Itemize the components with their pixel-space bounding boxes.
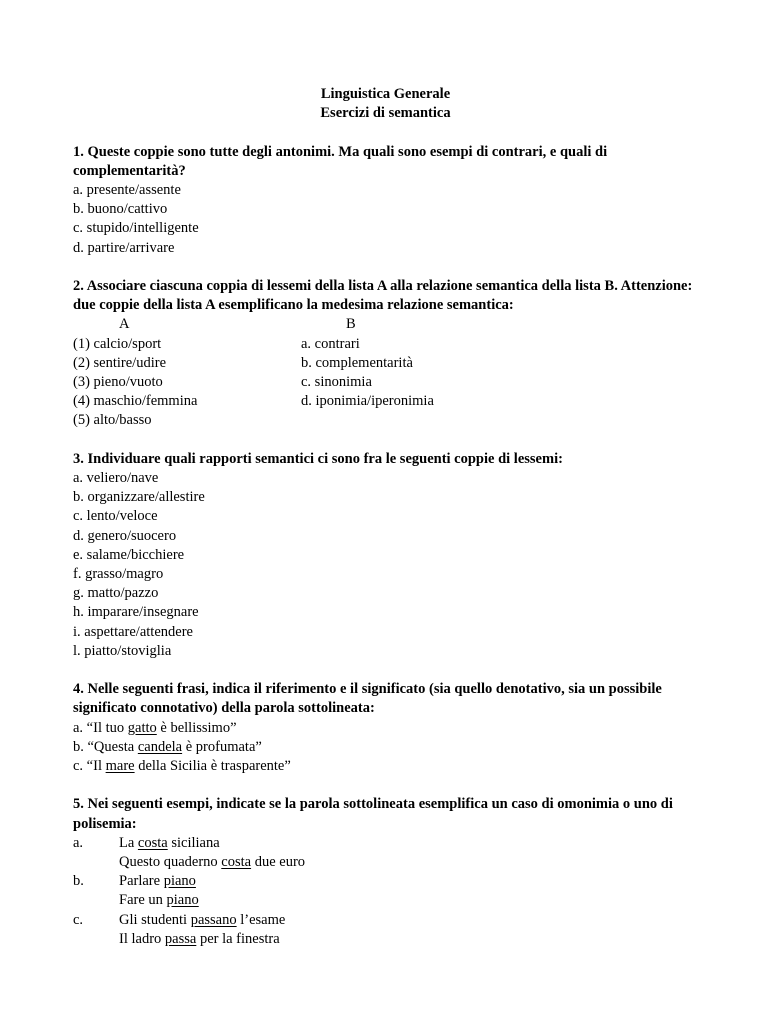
exercise-5-item: c. Gli studenti passano l’esame — [73, 911, 698, 930]
list-a-item: (5) alto/basso — [73, 412, 152, 429]
list-b-header: B — [346, 316, 356, 333]
list-a-item: (4) maschio/femmina — [73, 393, 198, 410]
list-row — [73, 392, 698, 411]
underlined-word: piano — [163, 873, 196, 890]
list-a-item: (3) pieno/vuoto — [73, 373, 163, 390]
exercise-4-item: c. “Il mare della Sicilia è trasparente” — [73, 757, 291, 774]
exercise-5-question: 5. Nei seguenti esempi, indicate se la parola sottolineata esemplifica un caso di omonimia o uno di polisemia: — [73, 796, 673, 832]
list-b-item: b. complementarità — [301, 354, 413, 371]
list-a-header: A — [119, 316, 130, 333]
exercise-3-item: d. genero/suocero — [73, 527, 177, 544]
exercise-5-item: b. Parlare piano — [73, 872, 698, 891]
list-a-item: (2) sentire/udire — [73, 354, 167, 371]
document-subtitle: Esercizi di semantica — [320, 105, 451, 122]
list-a-item: (1) calcio/sport — [73, 335, 162, 352]
exercise-1-question: 1. Queste coppie sono tutte degli antonimi. Ma quali sono esempi di contrari, e quali di complementarità? — [73, 143, 608, 179]
item-label: c. — [73, 911, 84, 928]
exercise-3-item: i. aspettare/attendere — [73, 623, 193, 640]
exercise-4-item: a. “Il tuo gatto è bellissimo” — [73, 719, 237, 736]
list-b-item: a. contrari — [301, 335, 360, 352]
exercise-5-item-line: Fare un piano — [119, 892, 199, 909]
item-label: a. — [73, 834, 84, 851]
document-title: Linguistica Generale — [320, 86, 451, 102]
exercise-3-item: g. matto/pazzo — [73, 585, 159, 602]
list-row — [73, 335, 698, 354]
underlined-word: piano — [166, 892, 199, 909]
underlined-word: costa — [137, 834, 168, 851]
exercise-3-item: l. piatto/stoviglia — [73, 642, 172, 659]
list-row — [73, 354, 698, 373]
list-b-item: d. iponimia/iperonimia — [301, 393, 434, 410]
exercise-3-item: f. grasso/magro — [73, 565, 164, 582]
exercise-1-item: c. stupido/intelligente — [73, 220, 199, 237]
exercise-4-question: 4. Nelle seguenti frasi, indica il riferimento e il significato (sia quello denotativo, sia un possibile significato connotativo) della parola sottolineata: — [73, 681, 662, 717]
exercise-3-item: a. veliero/nave — [73, 469, 159, 486]
exercise-1-item: a. presente/assente — [73, 182, 181, 198]
item-label: b. — [73, 873, 84, 890]
list-headers — [73, 315, 698, 334]
exercise-5-item-line: Questo quaderno costa due euro — [119, 853, 306, 870]
exercise-3-question: 3. Individuare quali rapporti semantici ci sono fra le seguenti coppie di lessemi: — [73, 450, 563, 467]
list-b-item: c. sinonimia — [301, 373, 372, 390]
document-page — [73, 85, 698, 949]
underlined-word: mare — [105, 757, 135, 774]
exercise-5-item: a. La costa siciliana — [73, 834, 698, 853]
underlined-word: costa — [221, 853, 252, 870]
exercise-5-item-line: Il ladro passa per la finestra — [119, 930, 280, 947]
exercise-3-item: c. lento/veloce — [73, 508, 158, 525]
underlined-word: gatto — [127, 719, 157, 736]
underlined-word: candela — [137, 738, 183, 755]
exercise-3-item: b. organizzare/allestire — [73, 489, 205, 506]
underlined-word: passa — [164, 930, 197, 947]
list-row — [73, 411, 698, 430]
exercise-1-item: d. partire/arrivare — [73, 239, 175, 256]
exercise-3-item: h. imparare/insegnare — [73, 604, 199, 621]
exercise-1-item: b. buono/cattivo — [73, 201, 168, 218]
exercise-2-question: 2. Associare ciascuna coppia di lessemi della lista A alla relazione semantica della lista B. Attenzione: due coppie della lista A esemplificano la medesima relazione semantica: — [73, 278, 693, 314]
exercise-4-item: b. “Questa candela è profumata” — [73, 738, 262, 755]
list-row — [73, 373, 698, 392]
exercise-3-item: e. salame/bicchiere — [73, 546, 185, 563]
underlined-word: passano — [190, 911, 237, 928]
